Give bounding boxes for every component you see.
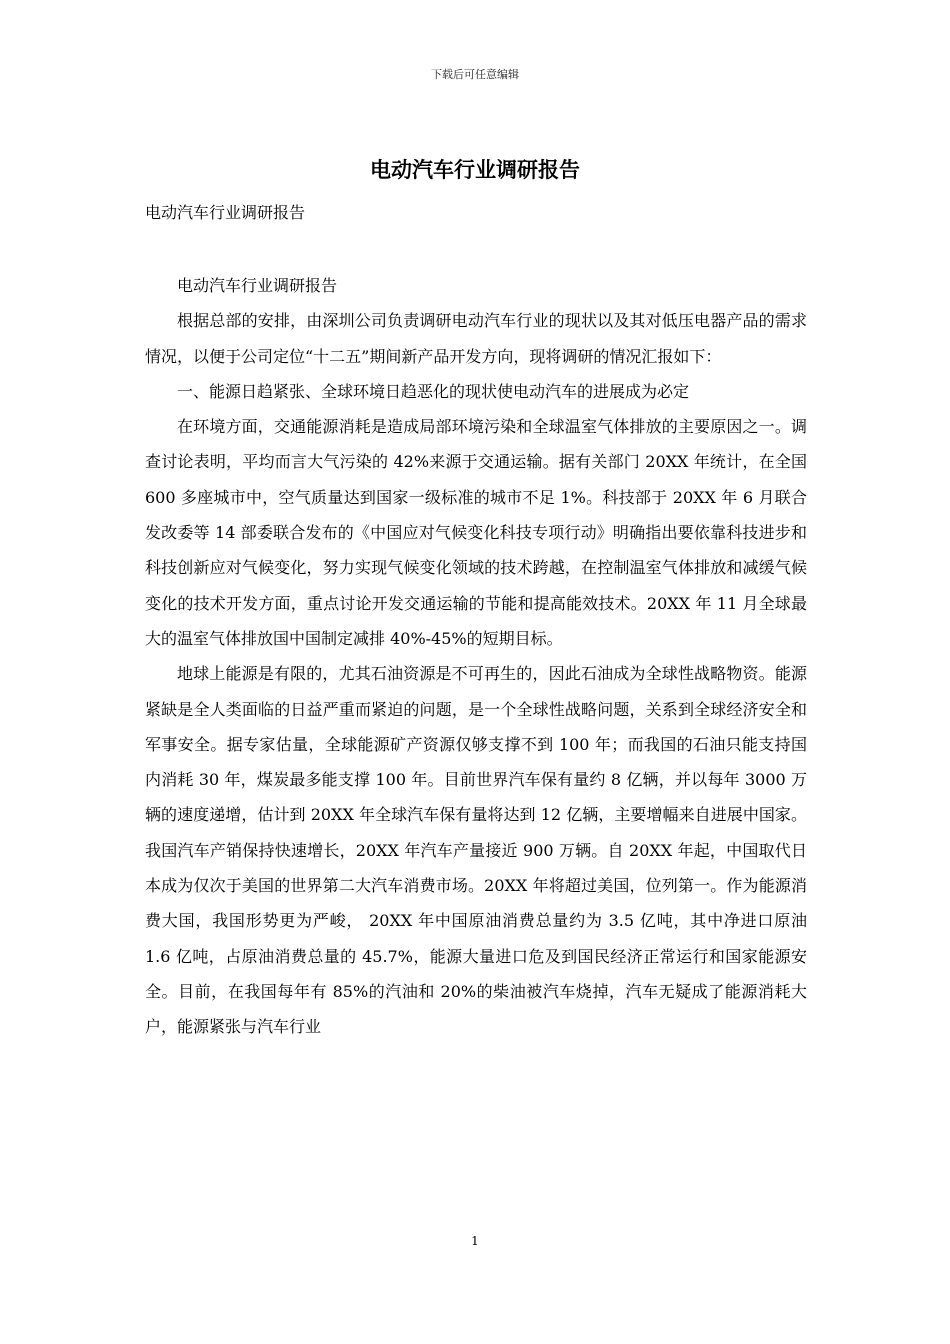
- document-subtitle: 电动汽车行业调研报告: [145, 203, 306, 222]
- paragraph-intro: 根据总部的安排，由深圳公司负责调研电动汽车行业的现状以及其对低压电器产品的需求情况，以便于公司定位“十二五”期间新产品开发方向，现将调研的情况汇报如下：: [145, 311, 807, 366]
- header-note: 下载后可任意编辑: [431, 68, 519, 81]
- paragraph-energy: 地球上能源是有限的，尤其石油资源是不可再生的，因此石油成为全球性战略物资。能源紧缺是全人类面临的日益严重而紧迫的问题，是一个全球性战略问题，关系到全球经济安全和军事安全。据专家估量，全球能源矿产资源仅够支撑不到 100 年；而我国的石油只能支持国内消耗 30 年，煤炭最多能支撑 100 年。目前世界汽车保有量约 8 亿辆，并以每年 3000 万辆的速度递增，估计到 20XX 年全球汽车保有量将达到 12 亿辆，主要增幅来自进展中国家。我国汽车产销保持快速增长，20XX 年汽车产量接近 900 万辆。自 20XX 年起，中国取代日本成为仅次于美国的世界第二大汽车消费市场。20XX 年将超过美国，位列第一。作为能源消费大国，我国形势更为严峻， 20XX 年中国原油消费总量约为 3.5 亿吨，其中净进口原油 1.6 亿吨，占原油消费总量的 45.7%，能源大量进口危及到国民经济正常运行和国家能源安全。目前，在我国每年有 85%的汽油和 20%的柴油被汽车烧掉，汽车无疑成了能源消耗大户，能源紧张与汽车行业: [145, 664, 807, 1037]
- paragraph-heading: 电动汽车行业调研报告: [177, 276, 338, 295]
- document-body: [145, 268, 807, 1045]
- page-number: 1: [471, 1234, 479, 1248]
- document-title: 电动汽车行业调研报告: [370, 157, 580, 182]
- section-heading-1: 一、能源日趋紧张、全球环境日趋恶化的现状使电动汽车的进展成为必定: [177, 381, 690, 401]
- paragraph-environment: 在环境方面，交通能源消耗是造成局部环境污染和全球温室气体排放的主要原因之一。调查讨论表明，平均而言大气污染的 42%来源于交通运输。据有关部门 20XX 年统计，在全国 600 多座城市中，空气质量达到国家一级标准的城市不足 1%。科技部于 20XX 年 6 月联合发改委等 14 部委联合发布的《中国应对气候变化科技专项行动》明确指出要依靠科技进步和科技创新应对气候变化，努力实现气候变化领域的技术跨越，在控制温室气体排放和减缓气候变化的技术开发方面，重点讨论开发交通运输的节能和提高能效技术。20XX 年 11 月全球最大的温室气体排放国中国制定减排 40%-45%的短期目标。: [145, 417, 807, 648]
